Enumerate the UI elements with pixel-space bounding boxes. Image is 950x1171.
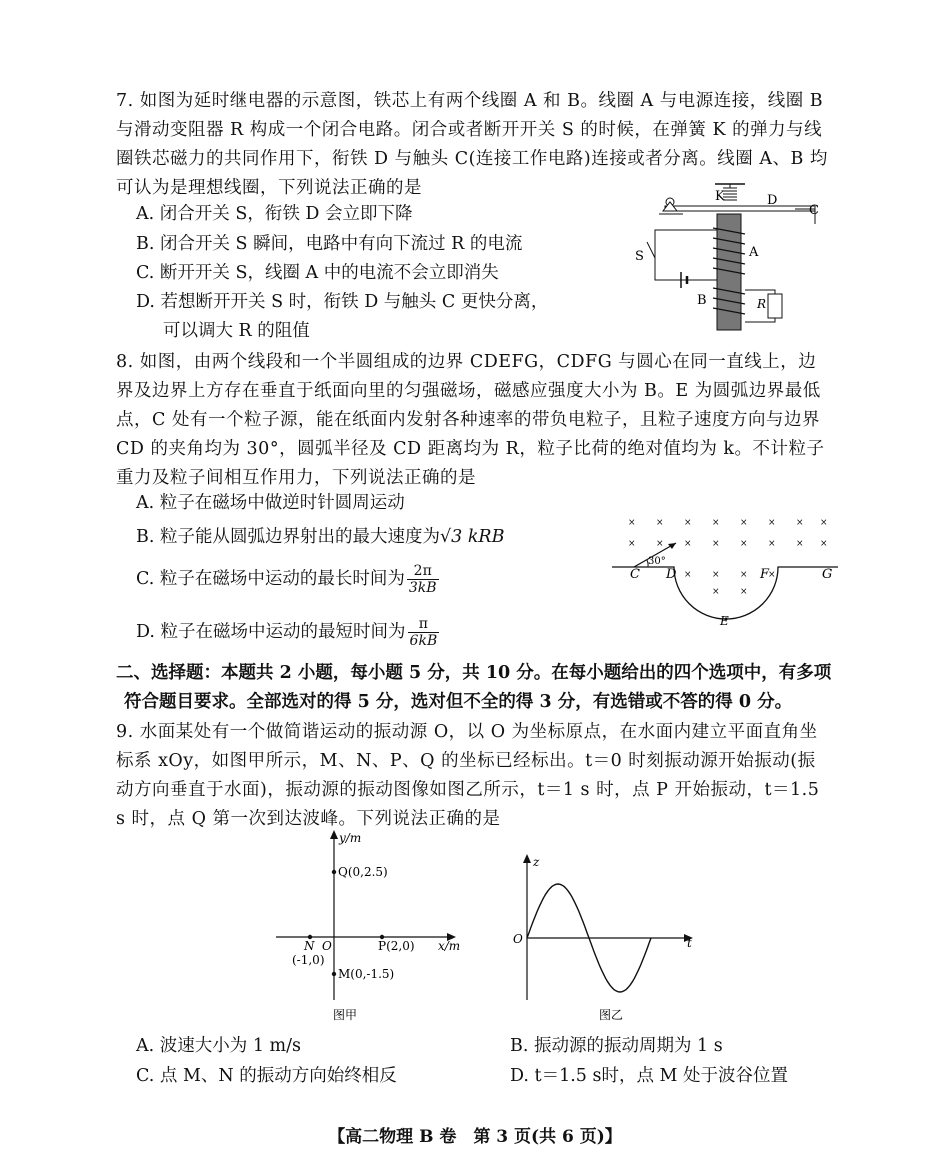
q8-option-b: B. 粒子能从圆弧边界射出的最大速度为√3 kRB: [136, 527, 505, 547]
q8-option-c: C. 粒子在磁场中运动的最长时间为 $\frac{2\pi}{3kB}$: [136, 563, 437, 596]
field-cross: ×: [712, 570, 720, 580]
q9-option-c: C. 点 M、N 的振动方向始终相反: [136, 1066, 397, 1086]
field-cross: ×: [684, 570, 692, 580]
q9-figure-yi: [505, 850, 705, 1026]
field-cross: ×: [796, 539, 804, 549]
z-axis-label: z: [533, 855, 540, 869]
section-2-header: 二、选择题：本题共 2 小题，每小题 5 分，共 10 分。在每小题给出的四个选项中，有多项符合题目要求。全部选对的得 5 分，选对但不全的得 3 分，有选错或不答的得 0 分。: [116, 663, 832, 712]
x-axis-label: x/m: [438, 939, 461, 953]
figure-yi-caption: 图乙: [599, 1008, 624, 1022]
label-d: D: [767, 193, 778, 208]
label-s: S: [635, 249, 644, 264]
field-cross: ×: [796, 518, 804, 528]
q7-option-d: D. 若想断开开关 S 时，衔铁 D 与触头 C 更快分离，: [136, 292, 549, 312]
field-cross: ×: [628, 518, 636, 528]
field-cross: ×: [820, 518, 828, 528]
boundary-cdefg: [612, 567, 838, 619]
field-cross: ×: [628, 539, 636, 549]
q9-figure-jia: [270, 826, 470, 1026]
label-k: K: [715, 189, 725, 204]
q7-option-d-cont: 可以调大 R 的阻值: [163, 321, 310, 341]
origin-label: O: [322, 939, 332, 953]
q9-option-d: D. t＝1.5 s时，点 M 处于波谷位置: [510, 1066, 788, 1086]
field-cross: ×: [656, 539, 664, 549]
label-b: B: [697, 293, 707, 308]
q8-option-a: A. 粒子在磁场中做逆时针圆周运动: [136, 493, 405, 513]
q7-stem: 7. 如图为延时继电器的示意图，铁芯上有两个线圈 A 和 B。线圈 A 与电源连接，线圈 B 与滑动变阻器 R 构成一个闭合电路。闭合或者断开开关 S 的时候，在弹簧 K 的弹力与线圈铁芯磁力的共同作用下，衔铁 D 与触头 C(连接工作电路)连接或者分离。线圈 A、B 均可认为是理想线圈，下列说法正确的是: [116, 91, 828, 198]
label-d: D: [666, 567, 677, 582]
field-cross: ×: [740, 518, 748, 528]
field-cross: ×: [768, 518, 776, 528]
label-e: E: [720, 614, 729, 627]
field-cross: ×: [740, 570, 748, 580]
q9-option-a: A. 波速大小为 1 m/s: [136, 1036, 301, 1056]
field-cross: ×: [712, 518, 720, 528]
q8-option-d: D. 粒子在磁场中运动的最短时间为 $\frac{\pi}{6kB}$: [136, 616, 438, 649]
field-cross: ×: [712, 587, 720, 597]
page-footer: 【高二物理 B 卷 第 3 页(共 6 页)】: [328, 1127, 622, 1147]
armature-d: [665, 206, 815, 211]
field-cross: ×: [740, 539, 748, 549]
q8-stem: 8. 如图，由两个线段和一个半圆组成的边界 CDEFG，CDFG 与圆心在同一直线上，边界及边界上方存在垂直于纸面向里的匀强磁场，磁感应强度大小为 B。E 为圆弧边界最低点，C 处有一个粒子源，能在纸面内发射各种速率的带负电粒子，且粒子速度方向与边界 CD 的夹角均为 30°，圆弧半径及 CD 距离均为 R，粒子比荷的绝对值均为 k。不计粒子重力及粒子间相互作用力，下列说法正确的是: [116, 352, 825, 488]
q7-relay-figure: [625, 180, 840, 332]
field-cross: ×: [820, 539, 828, 549]
q9-stem: 9. 水面某处有一个做简谐运动的振动源 O，以 O 为坐标原点，在水面内建立平面直角坐标系 xOy，如图甲所示，M、N、P、Q 的坐标已经标出。t＝0 时刻振动源开始振动(振动方向垂直于水面)，振动源的振动图像如图乙所示，t＝1 s 时，点 P 开始振动，t＝1.5 s 时，点 Q 第一次到达波峰。下列说法正确的是: [116, 722, 820, 829]
field-cross: ×: [684, 518, 692, 528]
angle-label: 30°: [648, 556, 666, 567]
q7-option-b: B. 闭合开关 S 瞬间，电路中有向下流过 R 的电流: [136, 234, 523, 254]
y-axis-label: y/m: [339, 831, 362, 845]
label-a: A: [749, 245, 759, 260]
label-g: G: [822, 567, 833, 582]
q7-option-a: A. 闭合开关 S，衔铁 D 会立即下降: [136, 204, 413, 224]
field-cross: ×: [684, 539, 692, 549]
field-cross: ×: [712, 539, 720, 549]
point-m: [332, 972, 336, 976]
figure-jia-caption: 图甲: [333, 1008, 358, 1022]
point-q: [332, 870, 336, 874]
point-m-label: M(0,-1.5): [338, 967, 395, 981]
rheostat-r: [768, 294, 782, 318]
point-n-label: N: [304, 939, 315, 953]
point-p-label: P(2,0): [378, 939, 415, 953]
label-r: R: [757, 297, 767, 311]
field-cross: ×: [656, 518, 664, 528]
label-c: C: [809, 203, 819, 218]
label-c: C: [630, 567, 640, 582]
q7-option-c: C. 断开开关 S，线圈 A 中的电流不会立即消失: [136, 263, 499, 283]
field-cross: ×: [768, 539, 776, 549]
origin-label: O: [513, 932, 523, 946]
label-f: F: [760, 567, 770, 582]
q8-field-figure: [612, 512, 838, 627]
field-cross: ×: [768, 570, 776, 580]
spring-k: [723, 188, 737, 200]
field-cross: ×: [740, 587, 748, 597]
t-axis-label: t: [687, 936, 692, 950]
q9-option-b: B. 振动源的振动周期为 1 s: [510, 1036, 723, 1056]
point-q-label: Q(0,2.5): [338, 865, 388, 879]
point-n-coord: (-1,0): [292, 953, 325, 967]
